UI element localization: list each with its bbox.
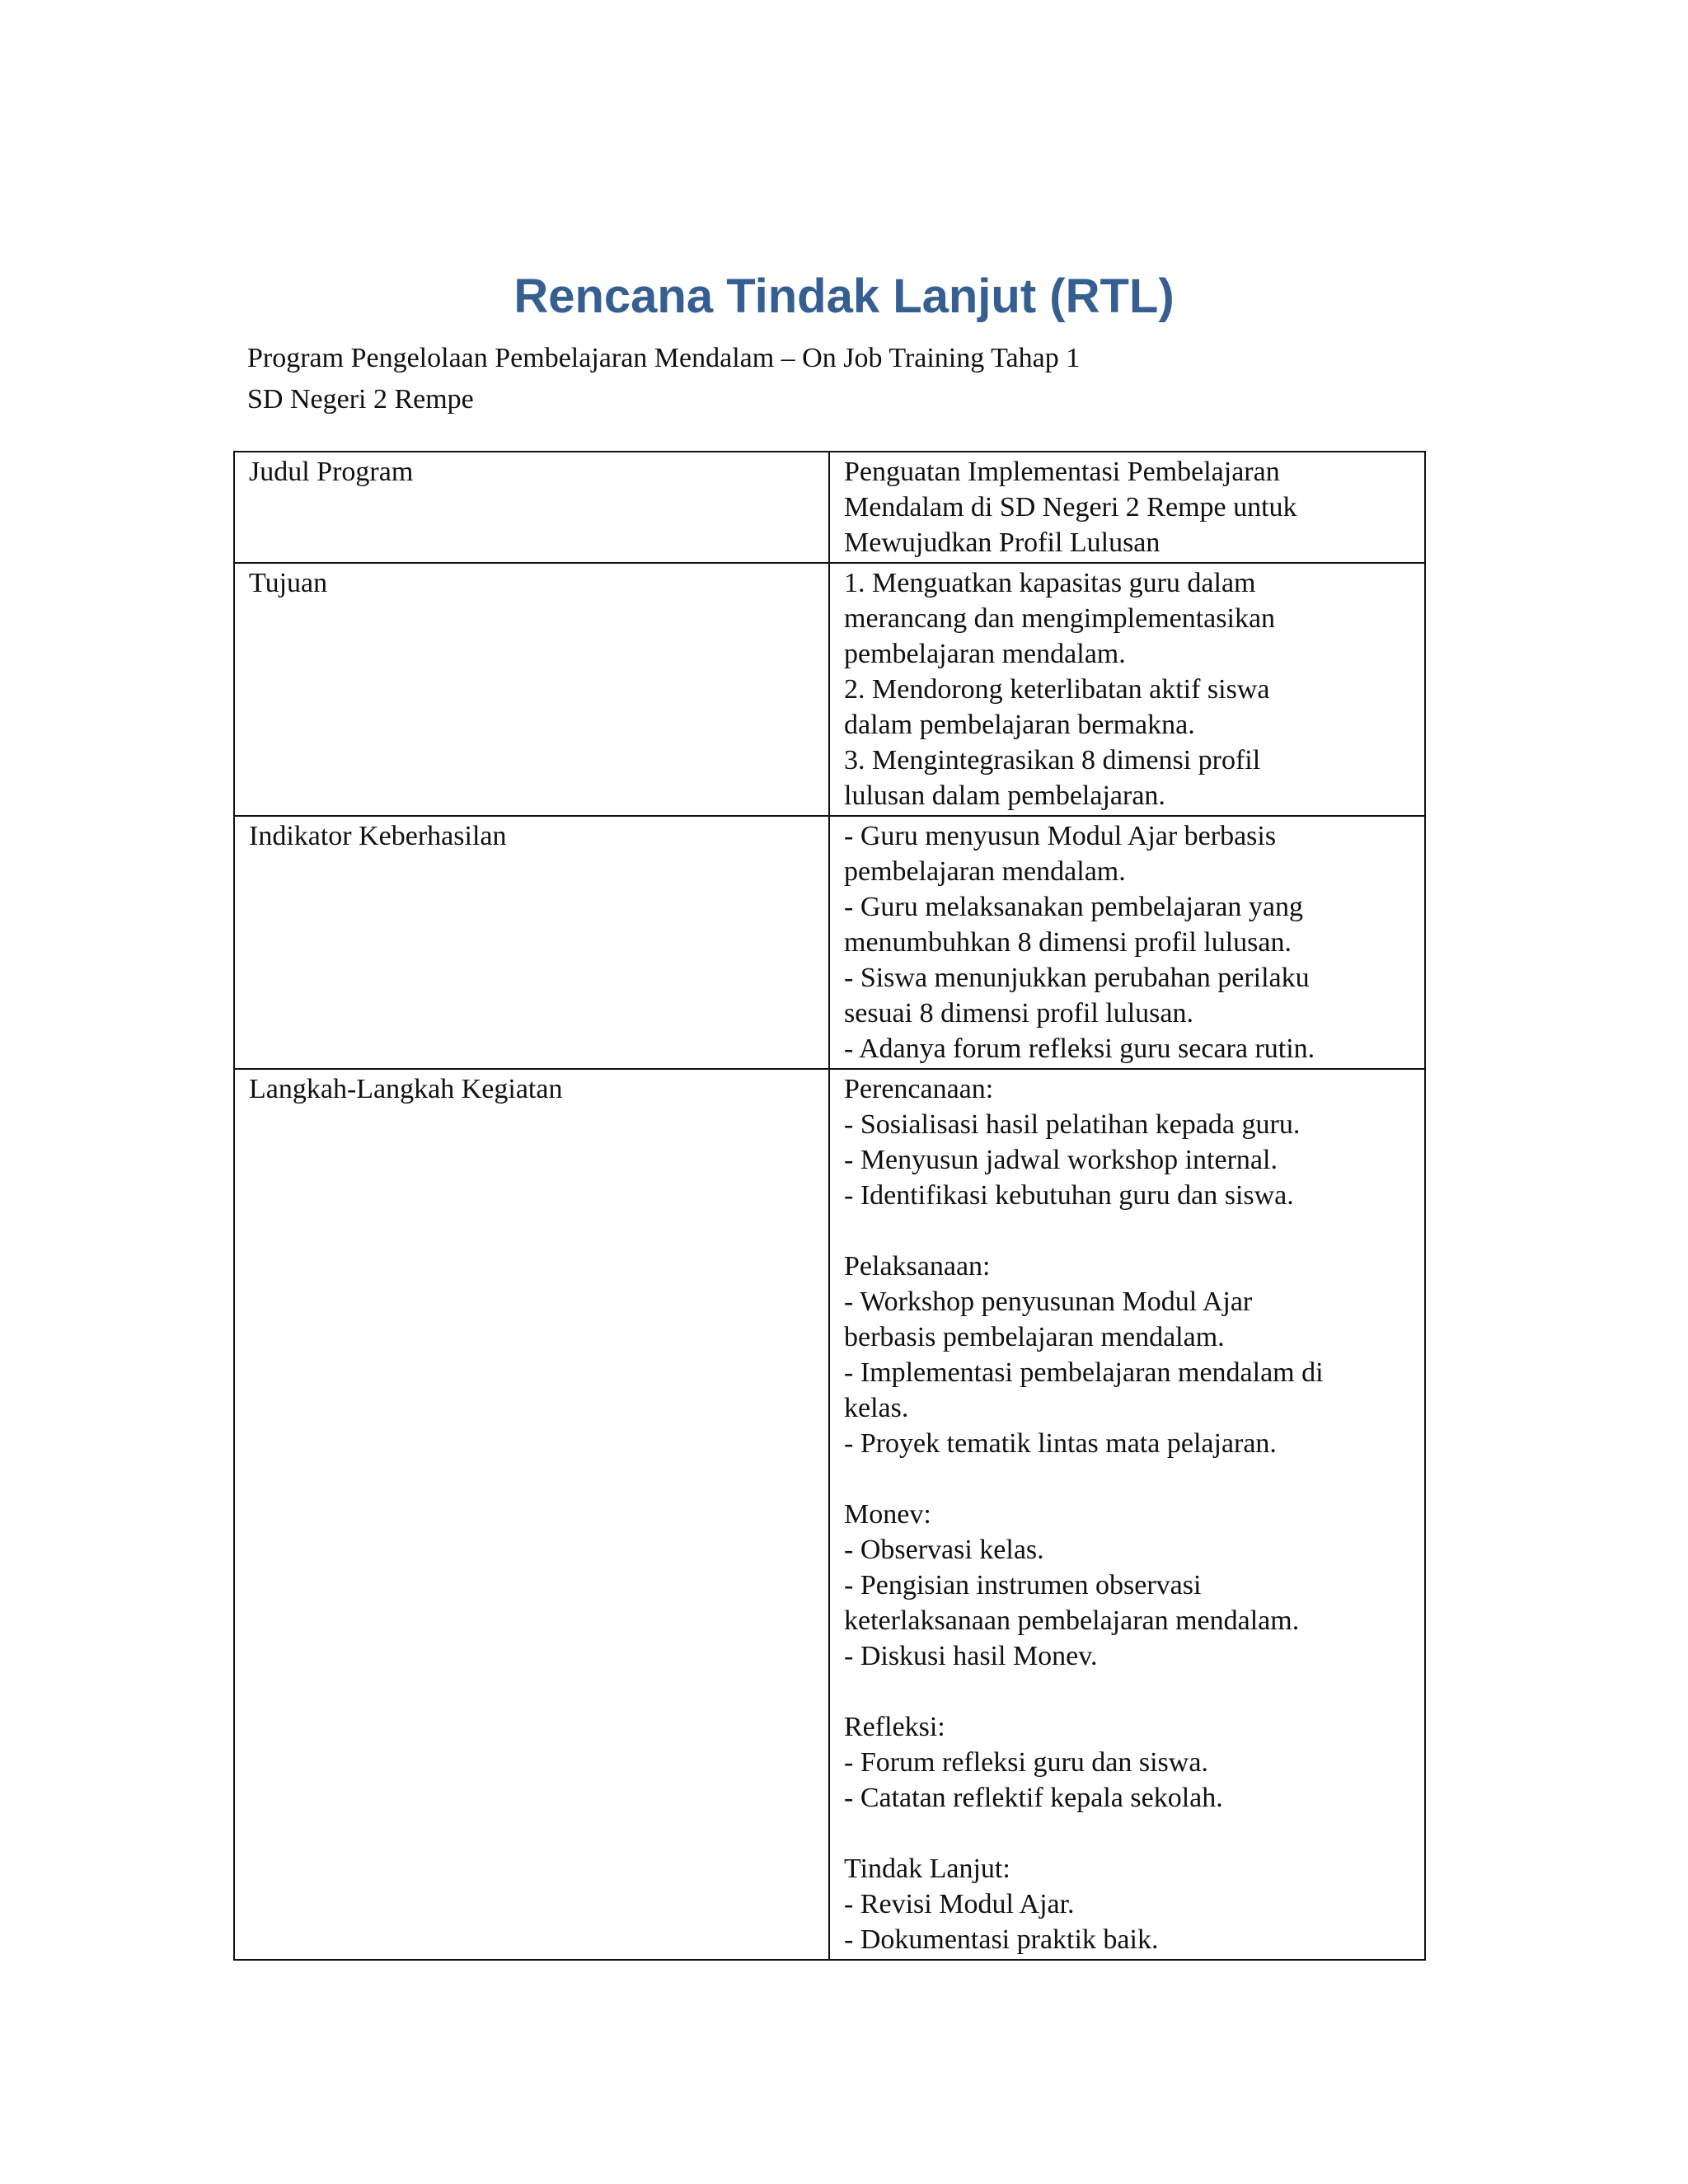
content-line: - Workshop penyusunan Modul Ajar [844, 1286, 1253, 1317]
content-line: lulusan dalam pembelajaran. [844, 780, 1165, 811]
table-row-langkah-kegiatan [234, 1069, 1425, 1960]
content-line: dalam pembelajaran bermakna. [844, 710, 1195, 740]
content-line: - Adanya forum refleksi guru secara rutin. [844, 1033, 1315, 1064]
program-subtitle: Program Pengelolaan Pembelajaran Mendalam – On Job Training Tahap 1 [247, 343, 1081, 373]
content-line: pembelajaran mendalam. [844, 639, 1126, 669]
table-row-indikator-keberhasilan [234, 816, 1425, 1069]
page-title: Rencana Tindak Lanjut (RTL) [513, 269, 1175, 323]
school-name: SD Negeri 2 Rempe [247, 384, 474, 415]
content-line: - Forum refleksi guru dan siswa. [844, 1747, 1208, 1778]
content-line: pembelajaran mendalam. [844, 856, 1126, 887]
content-line: - Siswa menunjukkan perubahan perilaku [844, 963, 1310, 993]
blank-line [844, 1461, 1413, 1497]
row-label: Tujuan [234, 563, 829, 816]
content-line: 3. Mengintegrasikan 8 dimensi profil [844, 745, 1261, 776]
content-line: - Guru melaksanakan pembelajaran yang [844, 892, 1303, 922]
row-content [829, 452, 1425, 563]
content-line: 2. Mendorong keterlibatan aktif siswa [844, 674, 1270, 705]
content-line: keterlaksanaan pembelajaran mendalam. [844, 1605, 1300, 1636]
content-line: Mendalam di SD Negeri 2 Rempe untuk [844, 492, 1297, 523]
section-heading: Monev: [844, 1499, 931, 1530]
content-line: - Proyek tematik lintas mata pelajaran. [844, 1428, 1277, 1459]
content-line: kelas. [844, 1393, 909, 1423]
content-line: Penguatan Implementasi Pembelajaran [844, 457, 1280, 487]
blank-line [844, 1816, 1413, 1851]
rtl-table [233, 451, 1426, 1961]
section-heading: Refleksi: [844, 1712, 945, 1742]
table-row-tujuan [234, 563, 1425, 816]
content-line: - Guru menyusun Modul Ajar berbasis [844, 821, 1277, 851]
blank-line [844, 1674, 1413, 1709]
table-row-judul-program [234, 452, 1425, 563]
content-line: merancang dan mengimplementasikan [844, 603, 1276, 634]
content-line: - Sosialisasi hasil pelatihan kepada guru. [844, 1109, 1301, 1140]
content-line: Mewujudkan Profil Lulusan [844, 527, 1160, 558]
content-line: - Pengisian instrumen observasi [844, 1570, 1202, 1601]
row-content [829, 563, 1425, 816]
content-line: - Dokumentasi praktik baik. [844, 1924, 1159, 1955]
row-label: Judul Program [234, 452, 829, 563]
content-line: berbasis pembelajaran mendalam. [844, 1322, 1225, 1352]
content-line: sesuai 8 dimensi profil lulusan. [844, 998, 1194, 1029]
row-content [829, 1069, 1425, 1960]
row-content [829, 816, 1425, 1069]
content-line: 1. Menguatkan kapasitas guru dalam [844, 568, 1256, 598]
blank-line [844, 1213, 1413, 1249]
content-line: - Catatan reflektif kepala sekolah. [844, 1783, 1223, 1813]
content-line: - Diskusi hasil Monev. [844, 1641, 1098, 1671]
content-line: menumbuhkan 8 dimensi profil lulusan. [844, 927, 1292, 958]
section-heading: Pelaksanaan: [844, 1251, 991, 1282]
row-label: Indikator Keberhasilan [234, 816, 829, 1069]
content-line: - Observasi kelas. [844, 1535, 1044, 1565]
section-heading: Perencanaan: [844, 1074, 994, 1104]
section-heading: Tindak Lanjut: [844, 1854, 1010, 1884]
content-line: - Identifikasi kebutuhan guru dan siswa. [844, 1180, 1294, 1211]
content-line: - Implementasi pembelajaran mendalam di [844, 1357, 1324, 1388]
content-line: - Revisi Modul Ajar. [844, 1889, 1075, 1919]
row-label: Langkah-Langkah Kegiatan [234, 1069, 829, 1960]
content-line: - Menyusun jadwal workshop internal. [844, 1145, 1278, 1175]
